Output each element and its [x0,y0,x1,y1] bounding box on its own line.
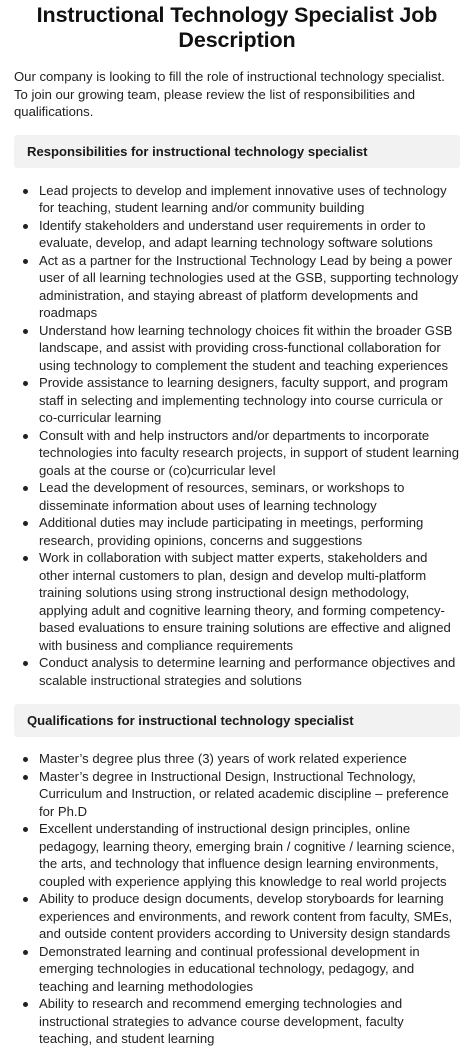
page-title: Instructional Technology Specialist Job Description [36,3,438,52]
list-item: Ability to produce design documents, develop storyboards for learning experiences and environments, and rework content from faculty, SMEs, and outside content providers according to University design standards [39,890,460,943]
qualifications-list [14,750,460,1048]
list-item: Demonstrated learning and continual professional development in emerging technologies in educational technology, pedagogy, and teaching and learning methodologies [39,943,460,996]
intro-paragraph: Our company is looking to fill the role of instructional technology specialist. To join our growing team, please review the list of responsibilities and qualifications. [14,69,445,119]
list-item: Master’s degree plus three (3) years of work related experience [39,750,460,768]
list-item: Excellent understanding of instructional design principles, online pedagogy, learning theory, emerging brain / cognitive / learning science, the arts, and technology that influence design learning environments, coupled with experience applying this knowledge to real world projects [39,820,460,890]
list-item: Master’s degree in Instructional Design, Instructional Technology, Curriculum and Instruction, or related academic discipline – preference for Ph.D [39,768,460,821]
qualifications-heading: Qualifications for instructional technology specialist [14,704,460,737]
list-item: Understand how learning technology choices fit within the broader GSB landscape, and assist with providing cross-functional collaboration for using technology to complement the student and teaching experiences [39,322,460,375]
list-item: Act as a partner for the Instructional Technology Lead by being a power user of all learning technologies used at the GSB, supporting technology administration, and staying abreast of platform developments and roadmaps [39,252,459,320]
list-item: Consult with and help instructors and/or departments to incorporate technologies into faculty research projects, in support of student learning goals at the course or (co)curricular level [39,427,459,478]
responsibilities-heading: Responsibilities for instructional technology specialist [14,135,460,168]
list-item: Lead the development of resources, seminars, or workshops to disseminate information about uses of learning technology [39,479,460,514]
list-item: Lead projects to develop and implement innovative uses of technology for teaching, student learning and/or community building [39,182,460,217]
responsibilities-list [14,182,460,690]
list-item: Provide assistance to learning designers, faculty support, and program staff in selecting and implementing technology into course curricula or co-curricular learning [39,374,460,427]
list-item: Identify stakeholders and understand user requirements in order to evaluate, develop, and adapt learning technology software solutions [39,217,460,252]
list-item: Work in collaboration with subject matter experts, stakeholders and other internal customers to plan, design and develop multi-platform training solutions using strong instructional design methodology, applying adult and cognitive learning theory, and forming competency-based evaluations to ensure training solutions are effective and aligned with business and compliance requirements [39,549,460,654]
list-item: Additional duties may include participating in meetings, performing research, providing opinions, concerns and suggestions [39,514,460,549]
list-item: Conduct analysis to determine learning and performance objectives and scalable instructional strategies and solutions [39,654,460,689]
list-item: Ability to research and recommend emerging technologies and instructional strategies to advance course development, faculty teaching, and student learning [39,995,460,1048]
